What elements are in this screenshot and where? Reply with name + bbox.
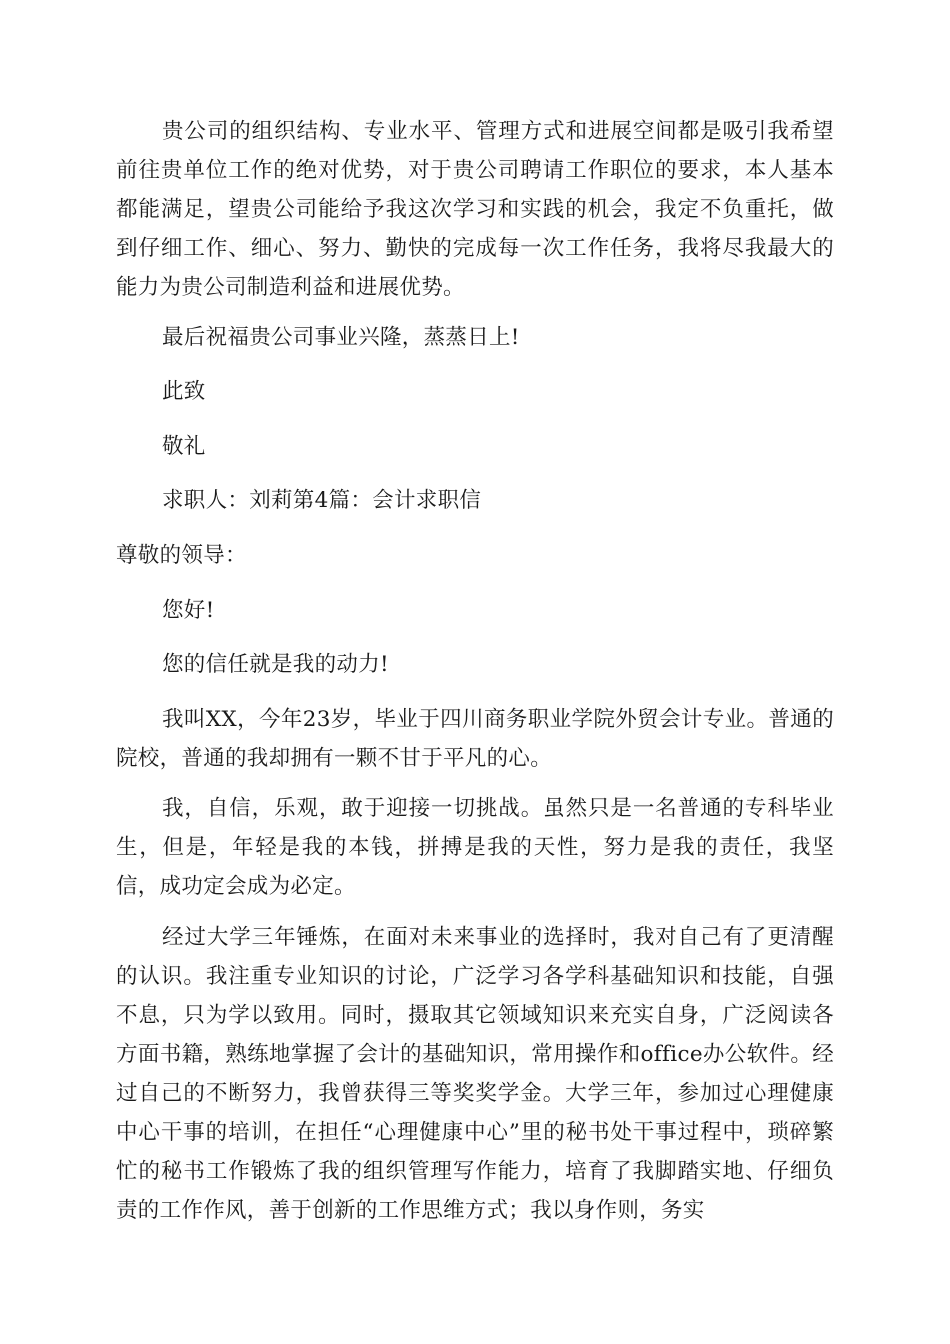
paragraph-university-experience: 经过大学三年锤炼，在面对未来事业的选择时，我对自己有了更清醒的认识。我注重专业知识的讨论，广泛学习各学科基础知识和技能，自强不息，只为学以致用。同时，摄取其它领域知识来充实自身，广泛阅读各方面书籍，熟练地掌握了会计的基础知识，常用操作和office办公软件。经过自己的不断努力，我曾获得三等奖奖学金。大学三年，参加过心理健康中心干事的培训，在担任“心理健康中心”里的秘书处干事过程中，琐碎繁忙的秘书工作锻炼了我的组织管理写作能力，培育了我脚踏实地、仔细负责的工作作风，善于创新的工作思维方式；我以身作则，务实	[116, 925, 834, 1223]
closing-salutation-jingli: 敬礼	[162, 434, 206, 459]
closing-salutation-cizhi: 此致	[162, 379, 206, 404]
paragraph-closing-wish: 最后祝福贵公司事业兴隆，蒸蒸日上!	[162, 325, 520, 350]
signature-and-next-title: 求职人：刘莉第4篇：会计求职信	[162, 488, 482, 513]
paragraph-confidence: 我，自信，乐观，敢于迎接一切挑战。虽然只是一名普通的专科毕业生，但是，年轻是我的本钱，拼搏是我的天性，努力是我的责任，我坚信，成功定会成为必定。	[116, 796, 834, 899]
letter-trust-line: 您的信任就是我的动力!	[162, 652, 389, 677]
paragraph-self-intro: 我叫XX，今年23岁，毕业于四川商务职业学院外贸会计专业。普通的院校，普通的我却拥有一颗不甘于平凡的心。	[116, 707, 834, 771]
paragraph-company-advantages: 贵公司的组织结构、专业水平、管理方式和进展空间都是吸引我希望前往贵单位工作的绝对优势，对于贵公司聘请工作职位的要求，本人基本都能满足，望贵公司能给予我这次学习和实践的机会，我定不负重托，做到仔细工作、细心、努力、勤快的完成每一次工作任务，我将尽我最大的能力为贵公司制造利益和进展优势。	[116, 119, 834, 300]
letter-hello: 您好!	[162, 598, 215, 623]
letter-greeting-leader: 尊敬的领导：	[116, 543, 247, 568]
